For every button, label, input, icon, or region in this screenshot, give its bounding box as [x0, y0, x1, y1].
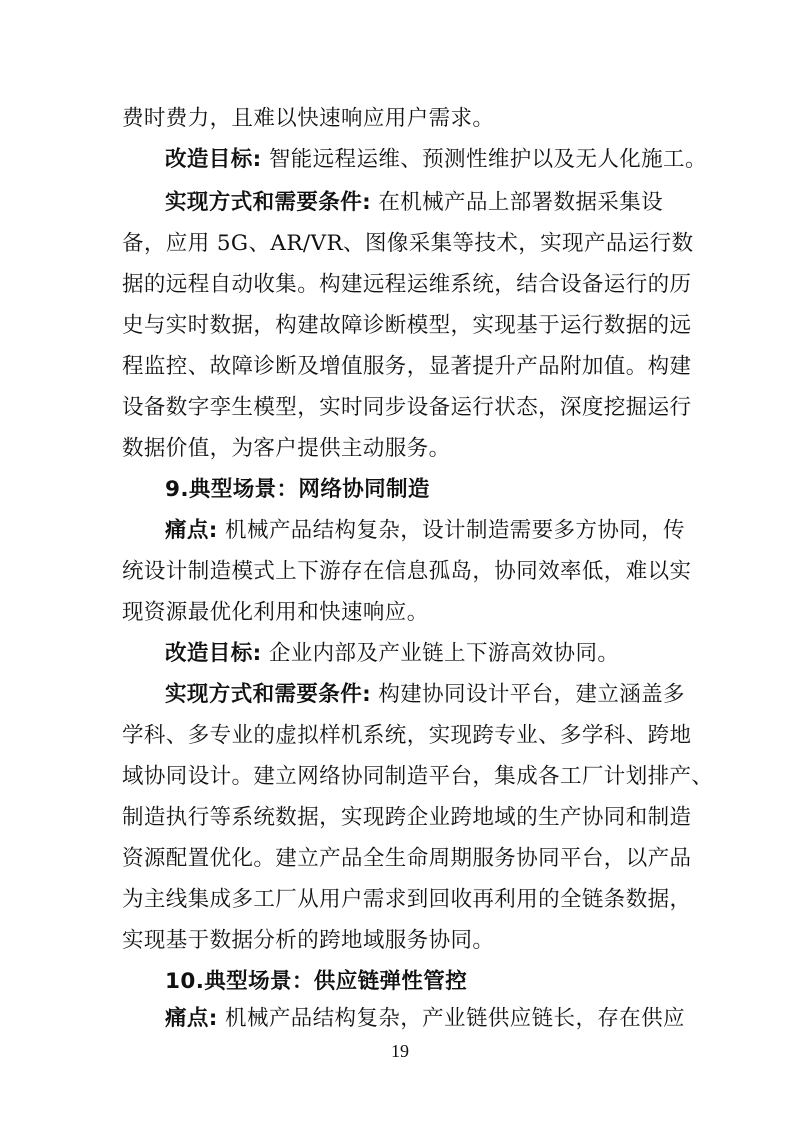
body-text: 企业内部及产业链上下游高效协同。	[261, 641, 620, 666]
body-text-line: 资源配置优化。建立产品全生命周期服务协同平台，以产品	[122, 846, 692, 871]
body-text-line: 现资源最优化利用和快速响应。	[122, 600, 429, 625]
label-goal: 改造目标:	[165, 641, 262, 666]
label-method: 实现方式和需要条件:	[165, 682, 372, 707]
body-text-line: 设备数字孪生模型，实时同步设备运行状态，深度挖掘运行	[122, 395, 692, 420]
body-text-line: 制造执行等系统数据，实现跨企业跨地域的生产协同和制造	[122, 805, 692, 830]
paragraph-method	[165, 188, 663, 218]
body-text-line: 费时费力，且难以快速响应用户需求。	[122, 106, 495, 131]
body-text-line: 备，应用 5G、AR/VR、图像采集等技术，实现产品运行数	[122, 231, 694, 256]
body-text-line: 史与实时数据，构建故障诊断模型，实现基于运行数据的远	[122, 313, 692, 338]
body-text: 构建协同设计平台，建立涵盖多	[371, 682, 685, 707]
section-heading-10: 10.典型场景：供应链弹性管控	[165, 969, 468, 994]
section-heading-9: 9.典型场景：网络协同制造	[165, 477, 430, 502]
body-text-line: 程监控、故障诊断及增值服务，显著提升产品附加值。构建	[122, 354, 692, 379]
paragraph-method	[165, 680, 685, 710]
body-text-line: 为主线集成多工厂从用户需求到回收再利用的全链条数据，	[122, 887, 692, 912]
paragraph-goal	[165, 145, 707, 175]
body-text-line: 学科、多专业的虚拟样机系统，实现跨专业、多学科、跨地	[122, 723, 692, 748]
body-text-line: 统设计制造模式上下游存在信息孤岛，协同效率低，难以实	[122, 559, 692, 584]
paragraph-pain	[165, 1004, 685, 1034]
body-text: 智能远程运维、预测性维护以及无人化施工。	[261, 147, 707, 172]
body-text: 机械产品结构复杂，设计制造需要多方协同，传	[217, 518, 685, 543]
page-number: 19	[391, 1041, 409, 1061]
label-pain: 痛点:	[165, 1006, 218, 1031]
body-text-line: 据的远程自动收集。构建远程运维系统，结合设备运行的历	[122, 272, 692, 297]
label-goal: 改造目标:	[165, 147, 262, 172]
body-text: 机械产品结构复杂，产业链供应链长，存在供应	[217, 1006, 685, 1031]
body-text-line: 实现基于数据分析的跨地域服务协同。	[122, 928, 495, 953]
body-text-line: 数据价值，为客户提供主动服务。	[122, 436, 451, 461]
body-text: 在机械产品上部署数据采集设	[371, 190, 664, 215]
body-text-line: 域协同设计。建立网络协同制造平台，集成各工厂计划排产、	[122, 764, 714, 789]
label-method: 实现方式和需要条件:	[165, 190, 372, 215]
paragraph-pain	[165, 516, 685, 546]
label-pain: 痛点:	[165, 518, 218, 543]
paragraph-goal	[165, 639, 619, 669]
